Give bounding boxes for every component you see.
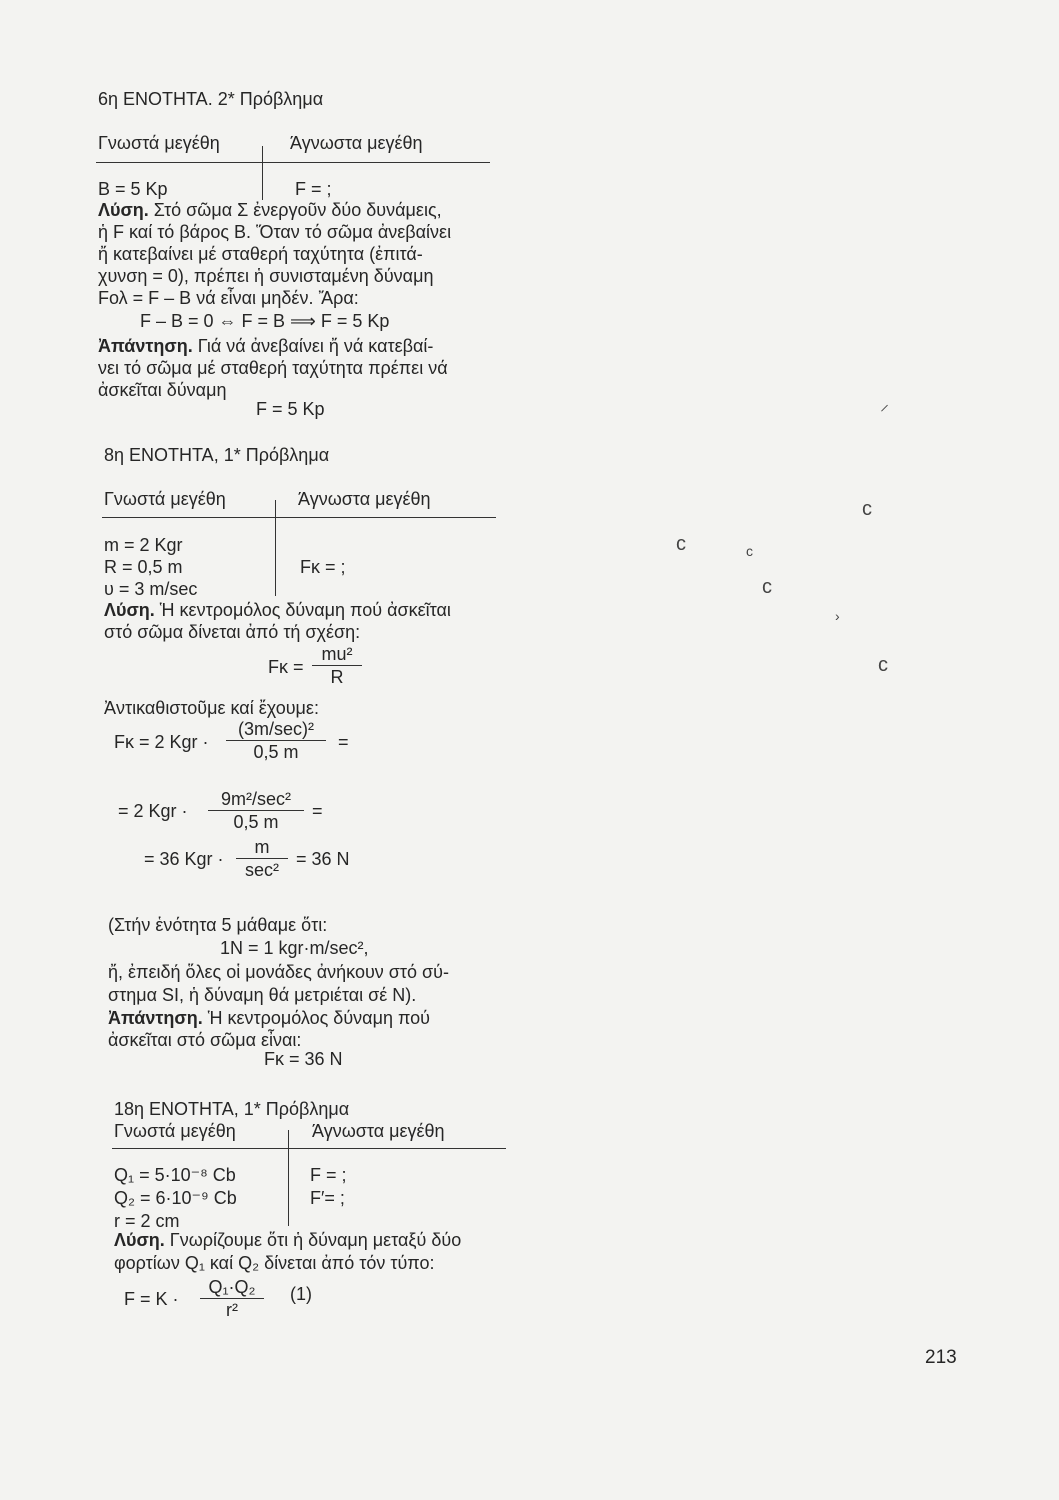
section3-known-r: r = 2 cm	[114, 1211, 180, 1231]
step3-lhs: = 36 Kgr ·	[144, 849, 224, 869]
section1-answer-line-2: ἀσκεῖται δύναμη	[98, 380, 227, 400]
section2-table-divider	[275, 500, 276, 596]
section3-table-divider	[288, 1130, 289, 1226]
section3-known-q2: Q₂ = 6·10⁻⁹ Cb	[114, 1188, 237, 1208]
section3-header: 18η ΕΝΟΤΗΤΑ, 1* Πρόβλημα	[114, 1099, 350, 1119]
section2-known-velocity: υ = 3 m/sec	[104, 579, 198, 599]
coulomb-fraction	[200, 1276, 264, 1321]
step2-denominator: 0,5 m	[233, 812, 279, 832]
section1-solution-line-1: ἡ F καί τό βάρος B. Ὅταν τό σῶμα ἀνεβαίνει	[98, 222, 452, 242]
section3-known-header: Γνωστά μεγέθη	[114, 1121, 236, 1141]
section2-answer-line-1: ἀσκεῖται στό σῶμα εἶναι:	[108, 1030, 302, 1050]
step1-numerator: (3m/sec)²	[226, 718, 326, 741]
coulomb-equation-tag: (1)	[290, 1284, 312, 1304]
step2-numerator: 9m²/sec²	[208, 788, 304, 811]
section1-header: 6η ΕΝΟΤΗΤΑ. 2* Πρόβλημα	[98, 89, 324, 109]
section1-answer-line-1: νει τό σῶμα μέ σταθερή ταχύτητα πρέπει νά	[98, 358, 448, 378]
section1-solution-line-0	[98, 199, 442, 221]
section3-solution-label: Λύση.	[114, 1230, 165, 1250]
page-number: 213	[925, 1347, 957, 1368]
section2-answer-text: Ἡ κεντρομόλος δύναμη πού	[202, 1008, 430, 1028]
section1-table-rule	[96, 162, 490, 163]
scan-speck: ⸝	[880, 394, 889, 414]
step3-denominator: sec²	[244, 860, 279, 880]
scan-speck: c	[746, 543, 753, 559]
step2-rhs: =	[312, 801, 323, 821]
section2-solution-line-0	[104, 599, 451, 621]
step2-fraction	[208, 788, 304, 833]
section2-known-header: Γνωστά μεγέθη	[104, 489, 226, 509]
section2-unknown-value: Fκ = ;	[300, 557, 346, 577]
section1-known-value: B = 5 Kp	[98, 179, 168, 199]
section1-answer-text: Γιά νά ἀνεβαίνει ἤ νά κατεβαί-	[192, 336, 434, 356]
section2-known-mass: m = 2 Kgr	[104, 535, 183, 555]
scan-speck: c	[762, 576, 772, 598]
coulomb-denominator: r²	[226, 1300, 238, 1320]
formula1-fraction	[312, 643, 362, 688]
step2-lhs: = 2 Kgr ·	[118, 801, 188, 821]
formula1-numerator: mu²	[312, 643, 362, 666]
formula1-lhs: Fκ =	[268, 657, 304, 677]
step3-fraction	[236, 836, 288, 881]
section1-known-header: Γνωστά μεγέθη	[98, 133, 220, 153]
step1-denominator: 0,5 m	[253, 742, 299, 762]
step1-fraction	[226, 718, 326, 763]
step1-lhs: Fκ = 2 Kgr ·	[114, 732, 209, 752]
section3-unknown-f: F = ;	[310, 1165, 347, 1185]
section2-solution-line-1: στό σῶμα δίνεται ἀπό τή σχέση:	[104, 622, 361, 642]
section2-answer-result: Fκ = 36 N	[264, 1049, 343, 1069]
section1-solution-line-4: Fολ = F – B νά εἶναι μηδέν. Ἄρα:	[98, 288, 359, 308]
scan-speck: ›	[835, 608, 840, 624]
section1-solution-label: Λύση.	[98, 200, 149, 220]
section2-header: 8η ΕΝΟΤΗΤΑ, 1* Πρόβλημα	[104, 445, 330, 465]
section1-unknown-header: Άγνωστα μεγέθη	[290, 133, 423, 153]
section1-answer-line-0	[98, 335, 433, 357]
section3-solution-line-0	[114, 1229, 461, 1251]
coulomb-lhs: F = K ·	[124, 1289, 179, 1309]
section3-table-rule	[112, 1148, 506, 1149]
step1-rhs: =	[338, 732, 349, 752]
formula1-denominator: R	[330, 667, 344, 687]
section2-substitute-text: Ἀντικαθιστοῦμε καί ἔχουμε:	[104, 698, 319, 718]
coulomb-numerator: Q₁·Q₂	[200, 1276, 264, 1299]
section1-answer-label: Ἀπάντηση.	[98, 336, 193, 356]
section2-note-line-0: (Στήν ἑνότητα 5 μάθαμε ὅτι:	[108, 915, 328, 935]
section1-answer-result: F = 5 Kp	[256, 399, 325, 419]
section2-unknown-header: Άγνωστα μεγέθη	[298, 489, 431, 509]
section2-answer-line-0	[108, 1007, 430, 1029]
scan-speck: c	[862, 498, 872, 520]
scan-speck: c	[878, 654, 888, 676]
section2-note-line-2: ἤ, ἐπειδή ὅλες οἱ μονάδες ἀνήκουν στό σύ-	[108, 962, 449, 982]
section2-note-line-3: στημα SI, ἡ δύναμη θά μετριέται σέ N).	[108, 985, 417, 1005]
section1-solution-line-3: χυνση = 0), πρέπει ἡ συνισταμένη δύναμη	[98, 266, 434, 286]
section2-answer-label: Ἀπάντηση.	[108, 1008, 203, 1028]
step3-numerator: m	[236, 836, 288, 859]
section3-known-q1: Q₁ = 5·10⁻⁸ Cb	[114, 1165, 236, 1185]
section2-solution-text: Ἡ κεντρομόλος δύναμη πού ἀσκεῖται	[154, 600, 451, 620]
section1-solution-text: Στό σῶμα Σ ἐνεργοῦν δύο δυνάμεις,	[148, 200, 442, 220]
section3-solution-line-1: φορτίων Q₁ καί Q₂ δίνεται ἀπό τόν τύπο:	[114, 1253, 435, 1273]
section2-solution-label: Λύση.	[104, 600, 155, 620]
section3-unknown-fprime: F′= ;	[310, 1188, 345, 1208]
section1-unknown-value: F = ;	[295, 179, 332, 199]
section2-known-radius: R = 0,5 m	[104, 557, 183, 577]
section1-table-divider	[262, 146, 263, 200]
section1-solution-line-2: ἤ κατεβαίνει μέ σταθερή ταχύτητα (ἐπιτά-	[98, 244, 423, 264]
section1-equation: F – B = 0 ⇔ F = B ⟹ F = 5 Kp	[140, 311, 390, 331]
section3-unknown-header: Άγνωστα μεγέθη	[312, 1121, 445, 1141]
section2-note-line-1: 1N = 1 kgr·m/sec²,	[220, 938, 369, 958]
scan-speck: c	[676, 533, 686, 555]
step3-rhs: = 36 N	[296, 849, 350, 869]
section2-table-rule	[102, 517, 496, 518]
section3-solution-text: Γνωρίζουμε ὅτι ἡ δύναμη μεταξύ δύο	[164, 1230, 462, 1250]
